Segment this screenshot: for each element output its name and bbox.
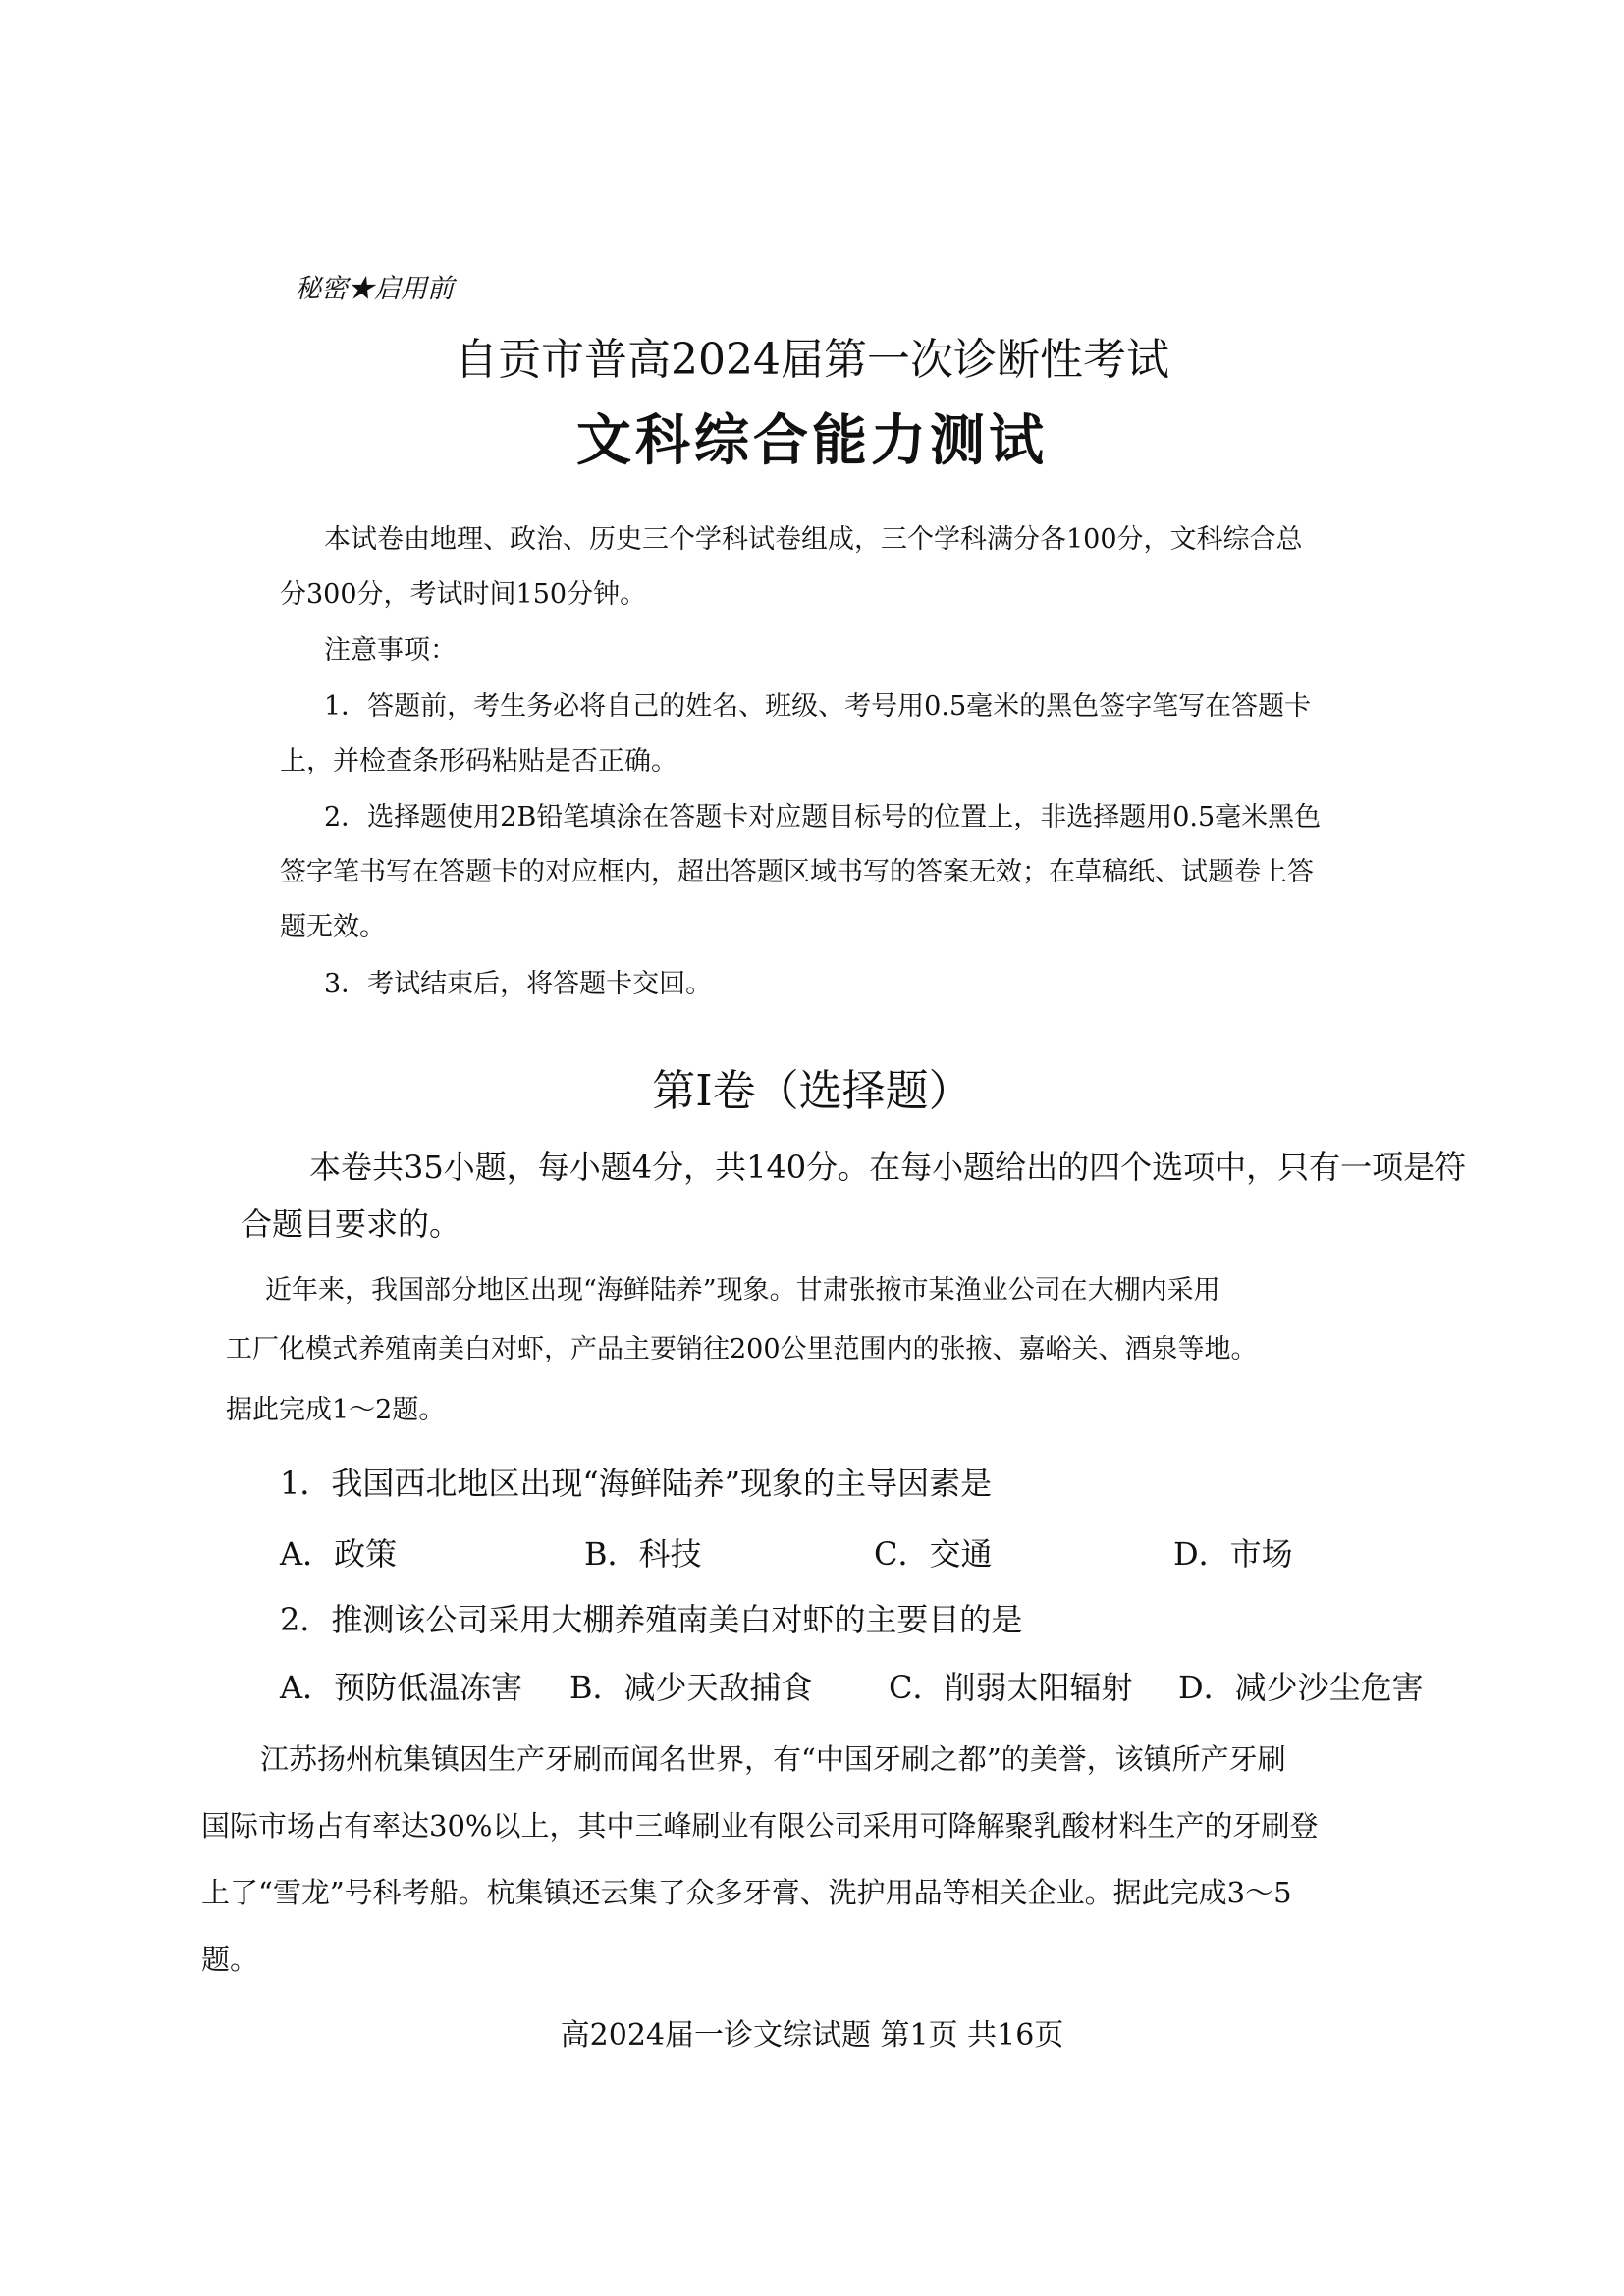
passage-2-line-2: 国际市场占有率达30%以上，其中三峰刷业有限公司采用可降解聚乳酸材料生产的牙刷登 — [201, 1809, 1319, 1842]
passage-1-line-3: 据此完成1～2题。 — [226, 1395, 446, 1425]
question-2-option-c: C．削弱太阳辐射 — [889, 1669, 1133, 1706]
intro-line-1: 本试卷由地理、政治、历史三个学科试卷组成，三个学科满分各100分，文科综合总 — [324, 524, 1303, 555]
note-1-line-2: 上，并检查条形码粘贴是否正确。 — [280, 746, 677, 776]
exam-subtitle: 文科综合能力测试 — [576, 408, 1048, 473]
note-2-line-1: 2．选择题使用2B铅笔填涂在答题卡对应题目标号的位置上，非选择题用0.5毫米黑色 — [324, 802, 1322, 832]
question-1-option-b: B．科技 — [584, 1535, 702, 1573]
section-title: 第Ⅰ卷（选择题） — [652, 1066, 972, 1116]
secret-mark: 秘密★启用前 — [295, 274, 454, 304]
question-2-option-a: A．预防低温冻害 — [280, 1669, 523, 1706]
passage-1-line-1: 近年来，我国部分地区出现“海鲜陆养”现象。甘肃张掖市某渔业公司在大棚内采用 — [265, 1275, 1220, 1306]
note-2-line-2: 签字笔书写在答题卡的对应框内，超出答题区域书写的答案无效；在草稿纸、试题卷上答 — [280, 857, 1314, 887]
note-1-line-1: 1．答题前，考生务必将自己的姓名、班级、考号用0.5毫米的黑色签字笔写在答题卡 — [324, 691, 1312, 721]
note-2-line-3: 题无效。 — [280, 912, 386, 942]
section-desc-line-2: 合题目要求的。 — [241, 1205, 461, 1243]
passage-2-line-4: 题。 — [201, 1943, 259, 1976]
question-2-stem: 2．推测该公司采用大棚养殖南美白对虾的主要目的是 — [280, 1601, 1023, 1638]
passage-1-line-2: 工厂化模式养殖南美白对虾，产品主要销往200公里范围内的张掖、嘉峪关、酒泉等地。 — [226, 1334, 1258, 1364]
passage-2-line-3: 上了“雪龙”号科考船。杭集镇还云集了众多牙膏、洗护用品等相关企业。据此完成3～5 — [201, 1876, 1292, 1909]
notes-heading: 注意事项： — [324, 635, 457, 666]
passage-2-line-1: 江苏扬州杭集镇因生产牙刷而闻名世界，有“中国牙刷之都”的美誉，该镇所产牙刷 — [260, 1742, 1286, 1776]
question-2-option-d: D．减少沙尘危害 — [1178, 1669, 1424, 1706]
intro-line-2: 分300分，考试时间150分钟。 — [280, 579, 647, 610]
question-2-option-b: B．减少天敌捕食 — [569, 1669, 813, 1706]
question-1-option-a: A．政策 — [280, 1535, 398, 1573]
section-desc-line-1: 本卷共35小题，每小题4分，共140分。在每小题给出的四个选项中，只有一项是符 — [309, 1148, 1467, 1186]
question-1-option-d: D．市场 — [1173, 1535, 1293, 1573]
page-footer: 高2024届一诊文综试题 第1页 共16页 — [560, 2018, 1064, 2053]
exam-title: 自贡市普高2024届第一次诊断性考试 — [455, 335, 1169, 385]
question-1-stem: 1．我国西北地区出现“海鲜陆养”现象的主导因素是 — [280, 1465, 993, 1502]
question-1-option-c: C．交通 — [874, 1535, 993, 1573]
note-3: 3．考试结束后，将答题卡交回。 — [324, 969, 713, 999]
